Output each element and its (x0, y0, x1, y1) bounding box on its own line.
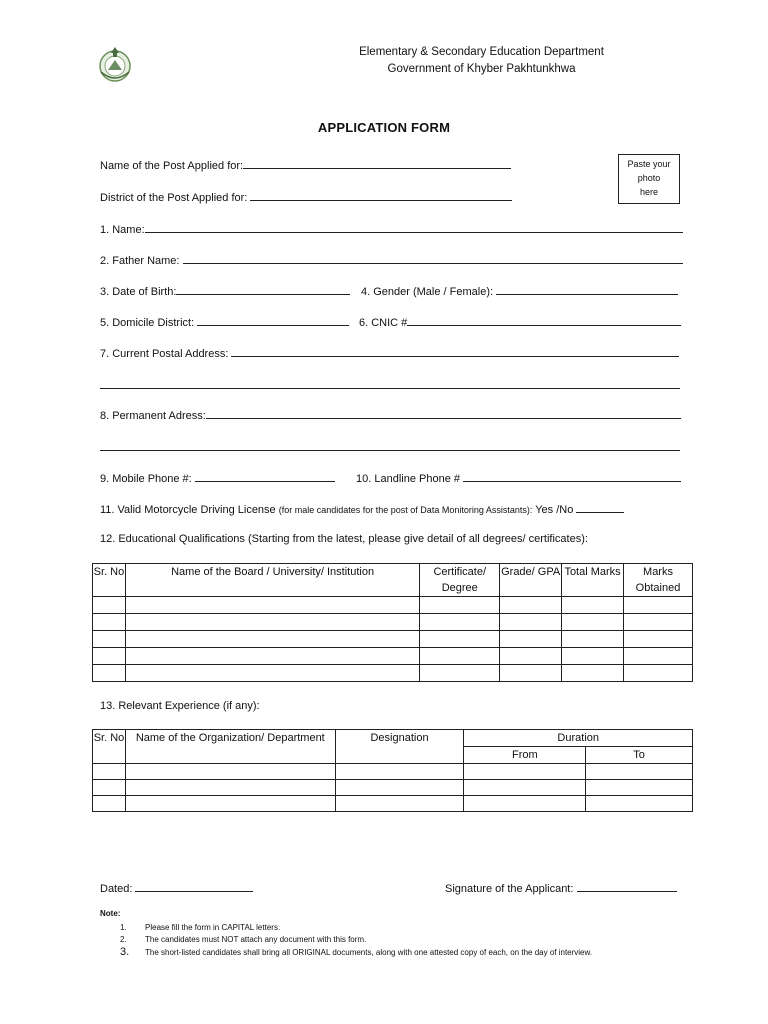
experience-heading: 13. Relevant Experience (if any): (100, 700, 260, 712)
table-row (93, 665, 693, 682)
dated-input-line[interactable] (135, 881, 253, 892)
table-cell[interactable] (624, 631, 693, 648)
government-name: Government of Khyber Pakhtunkhwa (387, 63, 576, 75)
experience-header-row (93, 730, 693, 747)
dob-field (100, 284, 350, 298)
col-organization-department: Name of the Organization/ Department (125, 730, 335, 764)
education-heading: 12. Educational Qualifications (Starting from the latest, please give detail of all degrees/ certificates): (100, 533, 588, 545)
table-cell[interactable] (93, 665, 126, 682)
table-cell[interactable] (562, 597, 624, 614)
col-marks-obtained: Marks Obtained (624, 564, 693, 597)
district-label: District of the Post Applied for: (100, 192, 248, 204)
table-cell[interactable] (93, 796, 126, 812)
table-cell[interactable] (125, 597, 419, 614)
table-cell[interactable] (93, 597, 126, 614)
col-designation: Designation (335, 730, 464, 764)
father-name-field (100, 253, 683, 267)
table-cell[interactable] (464, 780, 586, 796)
postal-address-field (100, 346, 679, 360)
table-cell[interactable] (125, 648, 419, 665)
table-cell[interactable] (125, 665, 419, 682)
table-cell[interactable] (93, 648, 126, 665)
gender-input-line[interactable] (496, 284, 678, 295)
table-cell[interactable] (500, 648, 562, 665)
license-input-line[interactable] (576, 502, 624, 513)
table-cell[interactable] (335, 796, 464, 812)
table-cell[interactable] (464, 796, 586, 812)
table-cell[interactable] (624, 665, 693, 682)
table-cell[interactable] (586, 764, 693, 780)
landline-field (356, 471, 681, 485)
signature-field (445, 881, 677, 895)
photo-box-line: Paste your (627, 159, 671, 169)
table-cell[interactable] (500, 614, 562, 631)
table-row (93, 780, 693, 796)
district-input-line[interactable] (250, 190, 512, 201)
signature-input-line[interactable] (577, 881, 677, 892)
signature-label: Signature of the Applicant: (445, 883, 574, 895)
table-cell[interactable] (420, 614, 500, 631)
mobile-label: 9. Mobile Phone #: (100, 473, 192, 485)
domicile-input-line[interactable] (197, 315, 349, 326)
table-cell[interactable] (420, 631, 500, 648)
mobile-field (100, 471, 335, 485)
table-cell[interactable] (125, 764, 335, 780)
mobile-input-line[interactable] (195, 471, 335, 482)
table-cell[interactable] (93, 631, 126, 648)
col-duration: Duration (464, 730, 693, 747)
landline-label: 10. Landline Phone # (356, 473, 460, 485)
table-row (93, 597, 693, 614)
education-header-row (93, 564, 693, 597)
table-cell[interactable] (624, 614, 693, 631)
permanent-address-label: 8. Permanent Adress: (100, 410, 206, 422)
cnic-field (359, 315, 681, 329)
table-cell[interactable] (624, 597, 693, 614)
col-sr-no: Sr. No (93, 564, 126, 597)
photo-box-line: photo (637, 173, 661, 183)
table-cell[interactable] (125, 614, 419, 631)
table-cell[interactable] (125, 796, 335, 812)
photo-box (618, 154, 680, 204)
license-note: (for male candidates for the post of Data Monitoring Assistants): (278, 505, 533, 515)
note-item (120, 946, 592, 958)
table-cell[interactable] (420, 597, 500, 614)
dated-label: Dated: (100, 883, 133, 895)
table-cell[interactable] (500, 597, 562, 614)
col-grade-gpa: Grade/ GPA (500, 564, 562, 597)
postal-address-label: 7. Current Postal Address: (100, 348, 229, 360)
table-cell[interactable] (464, 764, 586, 780)
domicile-field (100, 315, 349, 329)
dob-input-line[interactable] (176, 284, 350, 295)
permanent-address-input-line[interactable] (206, 408, 681, 419)
table-cell[interactable] (562, 631, 624, 648)
table-cell[interactable] (500, 665, 562, 682)
table-cell[interactable] (562, 648, 624, 665)
table-row (93, 631, 693, 648)
photo-box-line: here (639, 187, 658, 197)
col-sr-no: Sr. No (93, 730, 126, 764)
col-from: From (464, 747, 586, 764)
table-row (93, 796, 693, 812)
table-cell[interactable] (93, 764, 126, 780)
table-cell[interactable] (586, 780, 693, 796)
permanent-address-field (100, 408, 681, 422)
cnic-input-line[interactable] (407, 315, 681, 326)
dated-field (100, 881, 253, 895)
name-input-line[interactable] (145, 222, 683, 233)
gender-label: 4. Gender (Male / Female): (361, 286, 494, 298)
note-number: 2. (120, 935, 127, 944)
table-row (93, 648, 693, 665)
department-name: Elementary & Secondary Education Department (359, 46, 604, 58)
table-cell[interactable] (500, 631, 562, 648)
experience-table (92, 729, 693, 812)
table-cell[interactable] (335, 780, 464, 796)
note-text: The short-listed candidates shall bring all ORIGINAL documents, along with one attested copy of each, on the day of interview. (145, 948, 593, 957)
table-cell[interactable] (125, 631, 419, 648)
name-label: 1. Name: (100, 224, 145, 236)
note-text: The candidates must NOT attach any document with this form. (145, 935, 367, 944)
col-to: To (586, 747, 693, 764)
table-cell[interactable] (586, 796, 693, 812)
col-board-university: Name of the Board / University/ Institution (125, 564, 419, 597)
gender-field (361, 284, 678, 298)
table-cell[interactable] (335, 764, 464, 780)
dob-label: 3. Date of Birth: (100, 286, 177, 298)
license-field (100, 502, 624, 516)
cnic-label: 6. CNIC # (359, 317, 408, 329)
education-table (92, 563, 693, 682)
permanent-address-line-2[interactable] (100, 449, 680, 451)
postal-address-input-line[interactable] (231, 346, 679, 357)
domicile-label: 5. Domicile District: (100, 317, 195, 329)
table-cell[interactable] (562, 614, 624, 631)
table-cell[interactable] (93, 780, 126, 796)
table-cell[interactable] (420, 648, 500, 665)
col-total-marks: Total Marks (562, 564, 624, 597)
table-cell[interactable] (125, 780, 335, 796)
license-choice: Yes /No (535, 504, 574, 516)
father-name-input-line[interactable] (183, 253, 683, 264)
table-cell[interactable] (562, 665, 624, 682)
license-label: 11. Valid Motorcycle Driving License (100, 504, 276, 516)
note-number: 3. (120, 946, 130, 958)
note-label: Note: (100, 909, 121, 918)
name-field (100, 222, 683, 236)
table-row (93, 614, 693, 631)
table-cell[interactable] (420, 665, 500, 682)
col-certificate-degree: Certificate/ Degree (420, 564, 500, 597)
district-field (100, 190, 512, 204)
note-item (120, 935, 366, 944)
postal-address-line-2[interactable] (100, 387, 680, 389)
table-cell[interactable] (624, 648, 693, 665)
form-title: APPLICATION FORM (317, 120, 451, 135)
table-row (93, 764, 693, 780)
post-label: Name of the Post Applied for: (100, 160, 244, 172)
note-number: 1. (120, 923, 127, 932)
post-input-line[interactable] (243, 158, 511, 169)
landline-input-line[interactable] (463, 471, 681, 482)
note-text: Please fill the form in CAPITAL letters. (145, 923, 281, 932)
post-field (100, 158, 511, 172)
note-item (120, 923, 280, 932)
father-name-label: 2. Father Name: (100, 255, 180, 267)
table-cell[interactable] (93, 614, 126, 631)
